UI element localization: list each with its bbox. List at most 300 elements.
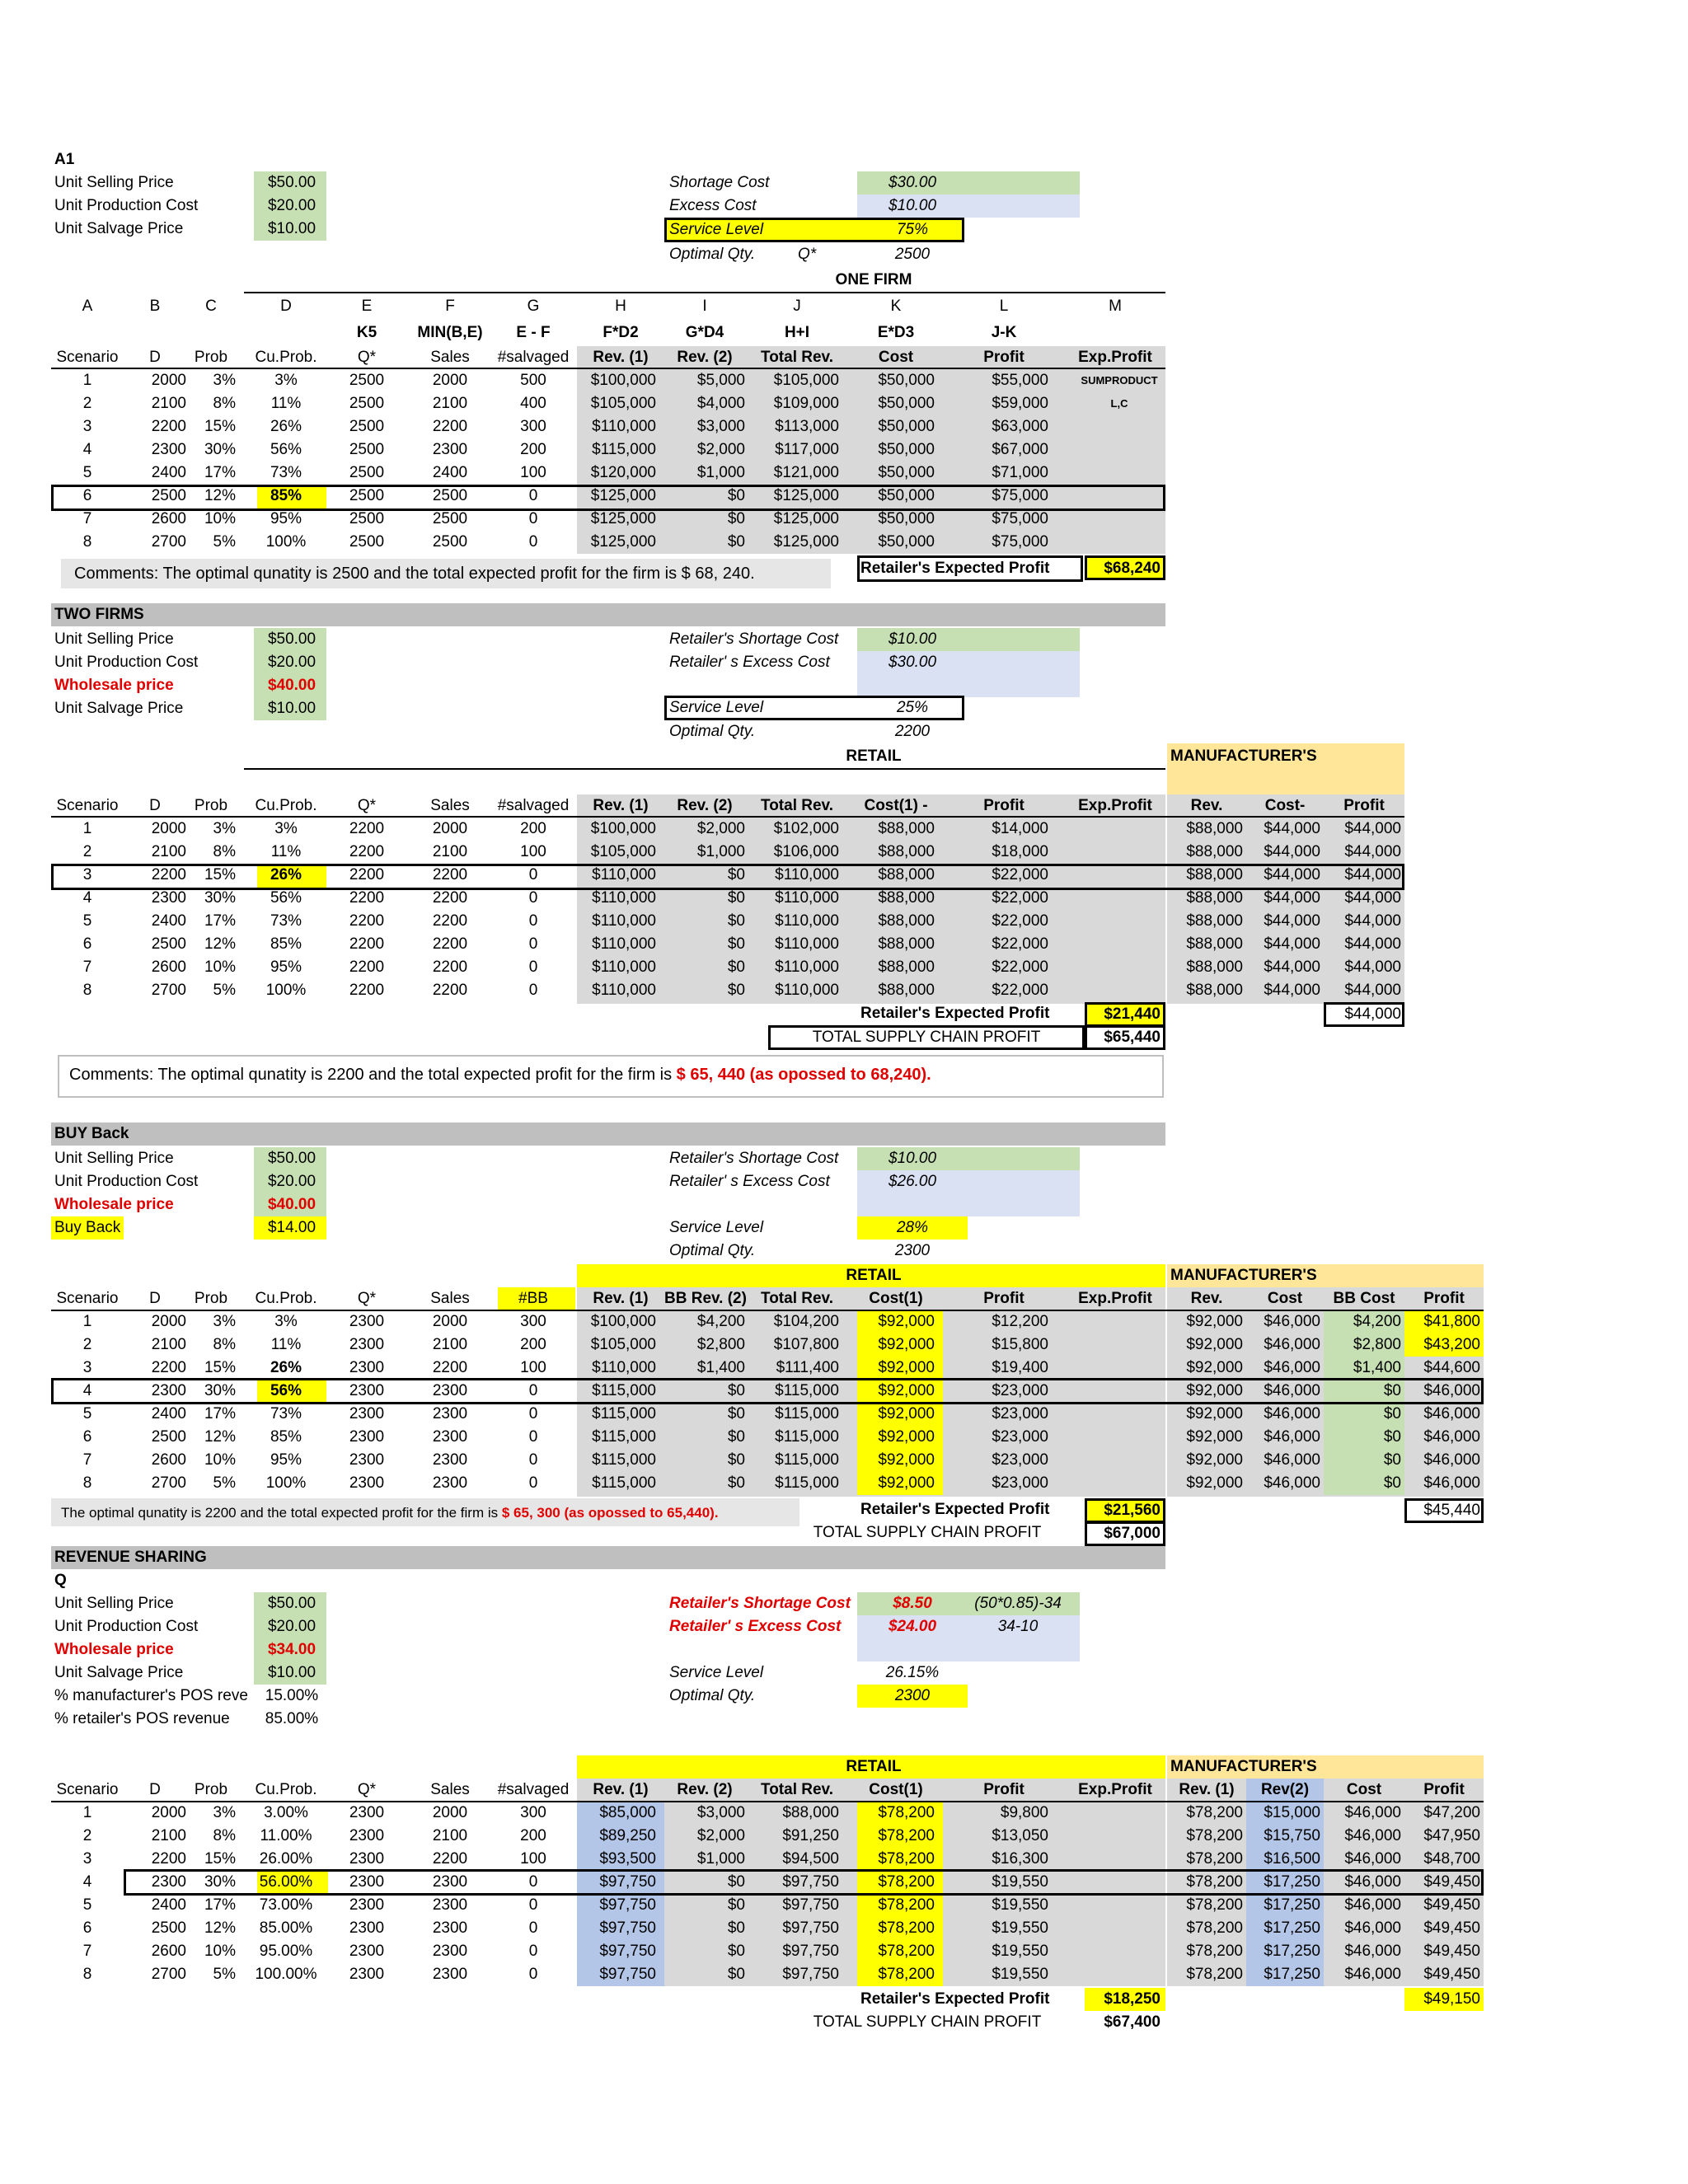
two-comment: [69, 1063, 931, 1086]
a1-cell: $100,000: [590, 372, 656, 389]
two-heading-bar: [51, 603, 1165, 626]
bb-cell: 95%: [270, 1451, 302, 1469]
rs-cell: 2300: [432, 1896, 468, 1914]
a1-optqty-value: 2500: [894, 246, 931, 263]
rs-cell: 2400: [151, 1896, 186, 1914]
bb-cell: $92,000: [878, 1451, 935, 1469]
rs-cell: 0: [528, 1873, 538, 1891]
bb-cell: $12,200: [992, 1313, 1048, 1330]
two-shortage-label: Retailer's Shortage Cost: [669, 630, 839, 648]
a1-section-title: ONE FIRM: [835, 271, 912, 288]
bb-exp-value: $21,560: [1104, 1502, 1160, 1519]
a1-column-formula: G*D4: [685, 324, 724, 341]
bb-cell: $92,000: [1186, 1474, 1243, 1492]
two-cell: 2200: [349, 935, 385, 953]
two-excess-value: $30.00: [888, 654, 937, 671]
a1-column-formula: E - F: [516, 324, 551, 341]
bb-cell: 2300: [432, 1474, 468, 1492]
bb-comment: [61, 1502, 719, 1525]
a1-cell: $125,000: [773, 487, 839, 504]
a1-cell: 400: [520, 395, 546, 412]
two-cell: $88,000: [878, 912, 935, 930]
rs-cell: 2300: [349, 1919, 385, 1937]
two-optqty-label: Optimal Qty.: [669, 723, 756, 740]
a1-cell: 2500: [349, 441, 385, 458]
two-cell: $110,000: [592, 912, 656, 930]
two-cell: 2500: [151, 935, 186, 953]
rs-heading-bar: [51, 1546, 1165, 1569]
bb-cell: $2,800: [1353, 1336, 1401, 1353]
rs-cell: 17%: [204, 1896, 236, 1914]
rs-total-label: TOTAL SUPPLY CHAIN PROFIT: [813, 2013, 1042, 2031]
bb-excess-label: Retailer' s Excess Cost: [669, 1173, 830, 1190]
two-cell: $88,000: [878, 958, 935, 976]
a1-cell: 3: [82, 418, 92, 435]
bb-cell: $46,000: [1264, 1336, 1320, 1353]
bb-cell: 8: [82, 1474, 92, 1492]
two-cell: $88,000: [878, 935, 935, 953]
bb-param-label: Unit Selling Price: [54, 1150, 174, 1167]
two-cell: 2200: [349, 889, 385, 907]
rs-cell: 0: [528, 1919, 538, 1937]
bb-cell: 2300: [349, 1336, 385, 1353]
a1-column-letter: H: [615, 298, 626, 315]
a1-cell: $0: [727, 533, 745, 551]
two-header-cell: Sales: [430, 797, 470, 814]
two-manu-header-cell: Profit: [1343, 797, 1385, 814]
bb-cell: 100%: [265, 1474, 307, 1492]
a1-cell: $110,000: [592, 418, 656, 435]
rs-cell: $0: [727, 1919, 745, 1937]
a1-header-cell: Scenario: [56, 349, 119, 366]
rs-cell: 3.00%: [264, 1804, 308, 1821]
two-manu-title: MANUFACTURER'S: [1170, 748, 1317, 765]
rs-cell: $97,750: [599, 1919, 656, 1937]
bb-header-cell: Cu.Prob.: [255, 1290, 317, 1307]
two-cell: 5: [82, 912, 92, 930]
two-cell: $0: [727, 889, 745, 907]
bb-cell: $19,400: [992, 1359, 1048, 1376]
rs-cell: $19,550: [992, 1919, 1048, 1937]
a1-cell: 2100: [432, 395, 468, 412]
a1-cell: 0: [528, 487, 538, 504]
a1-cell: L,C: [1110, 397, 1128, 410]
two-header-cell: Scenario: [56, 797, 119, 814]
rs-param-value: $10.00: [267, 1664, 316, 1681]
a1-cell: 2500: [432, 487, 468, 504]
rs-cell: $97,750: [599, 1896, 656, 1914]
rs-cell: 2300: [432, 1966, 468, 1983]
bb-header-cell: Profit: [983, 1290, 1025, 1307]
two-cell: $88,000: [878, 820, 935, 837]
rs-cell: $78,200: [1186, 1919, 1243, 1937]
rs-cell: 200: [520, 1827, 546, 1844]
two-cell: 73%: [270, 912, 302, 930]
bb-shortage-value: $10.00: [888, 1150, 937, 1167]
rs-param-label: Unit Salvage Price: [54, 1664, 184, 1681]
bb-cell: 4: [82, 1382, 92, 1399]
a1-cell: 1: [82, 372, 92, 389]
a1-column-letter: G: [527, 298, 540, 315]
bb-cell: 2600: [151, 1451, 186, 1469]
rs-cell: 2200: [151, 1850, 186, 1868]
rs-optimal-row-box: [124, 1869, 1484, 1896]
rs-cell: $0: [727, 1943, 745, 1960]
a1-param-value: $50.00: [267, 174, 316, 191]
two-cell: $44,000: [1264, 866, 1320, 883]
a1-cell: 2500: [349, 395, 385, 412]
bb-cell: $115,000: [592, 1405, 656, 1422]
bb-param-value: $40.00: [267, 1196, 316, 1213]
two-cell: $88,000: [1186, 982, 1243, 999]
bb-header-cell: Q*: [357, 1290, 377, 1307]
a1-cell: 100%: [265, 533, 307, 551]
rs-cell: $9,800: [1000, 1804, 1048, 1821]
rs-excess-label: Retailer' s Excess Cost: [669, 1618, 842, 1635]
bb-cell: $100,000: [590, 1313, 656, 1330]
bb-cell: 12%: [204, 1428, 236, 1446]
two-cell: 6: [82, 935, 92, 953]
bb-cell: $1,400: [1353, 1359, 1401, 1376]
bb-cell: $2,800: [696, 1336, 745, 1353]
rs-cell: 95.00%: [259, 1943, 313, 1960]
two-cell: 0: [528, 866, 538, 883]
two-header-cell: Profit: [983, 797, 1025, 814]
a1-cell: 3%: [213, 372, 236, 389]
bb-cell: $43,200: [1423, 1336, 1480, 1353]
a1-cell: 3%: [274, 372, 298, 389]
rs-total-value: $67,400: [1104, 2013, 1160, 2031]
bb-cell: $0: [1383, 1428, 1401, 1446]
rs-cell: $78,200: [1186, 1943, 1243, 1960]
bb-cell: 2300: [349, 1451, 385, 1469]
two-cell: $22,000: [992, 912, 1048, 930]
bb-param-value: $14.00: [267, 1219, 316, 1236]
rs-cell: 2000: [151, 1804, 186, 1821]
two-cell: $110,000: [592, 889, 656, 907]
bb-cell: $115,000: [592, 1474, 656, 1492]
bb-cell: 7: [82, 1451, 92, 1469]
rs-service-label: Service Level: [669, 1664, 764, 1681]
bb-cell: 30%: [204, 1382, 236, 1399]
rs-cell: $91,250: [782, 1827, 839, 1844]
a1-cell: 2500: [349, 464, 385, 481]
rs-cell: $94,500: [782, 1850, 839, 1868]
a1-cell: 10%: [204, 510, 236, 527]
bb-service-label: Service Level: [669, 1219, 764, 1236]
two-cell: 5%: [213, 982, 236, 999]
two-cell: 3: [82, 866, 92, 883]
a1-cell: 26%: [270, 418, 302, 435]
bb-manu-title: MANUFACTURER'S: [1170, 1267, 1317, 1284]
a1-column-letter: F: [445, 298, 455, 315]
a1-cell: $105,000: [590, 395, 656, 412]
bb-cell: $0: [727, 1474, 745, 1492]
a1-cell: $125,000: [590, 510, 656, 527]
a1-cell: $75,000: [992, 487, 1048, 504]
rs-excess-note: 34-10: [997, 1618, 1039, 1635]
two-cell: 2000: [151, 820, 186, 837]
bb-header-cell: D: [149, 1290, 161, 1307]
a1-cell: $3,000: [696, 418, 745, 435]
two-cell: 2200: [349, 982, 385, 999]
two-cell: 2200: [349, 843, 385, 860]
bb-cell: $92,000: [878, 1428, 935, 1446]
two-comment-text: Comments: The optimal qunatity is 2200 and the total expected profit for the firm is: [69, 1066, 677, 1084]
rs-cell: $78,200: [1186, 1966, 1243, 1983]
two-manu-total: $44,000: [1344, 1005, 1401, 1023]
rs-cell: 73.00%: [259, 1896, 313, 1914]
two-header-cell: D: [149, 797, 161, 814]
bb-cell: $104,200: [773, 1313, 839, 1330]
rs-cell: 2300: [349, 1850, 385, 1868]
bb-cell: 2000: [151, 1313, 186, 1330]
two-param-value: $40.00: [267, 677, 316, 694]
a1-optqty-symbol: Q*: [798, 246, 817, 263]
two-cell: 8%: [213, 843, 236, 860]
bb-cell: $46,000: [1264, 1451, 1320, 1469]
rs-cell: $15,750: [1264, 1827, 1320, 1844]
two-cell: $88,000: [878, 866, 935, 883]
two-header-cell: Prob: [194, 797, 228, 814]
bb-cell: $1,400: [696, 1359, 745, 1376]
bb-cell: $23,000: [992, 1382, 1048, 1399]
bb-cell: $115,000: [775, 1428, 839, 1446]
rs-cell: $97,750: [782, 1943, 839, 1960]
bb-manu-header-cell: BB Cost: [1333, 1290, 1395, 1307]
two-cell: $44,000: [1344, 958, 1401, 976]
a1-cell: 2700: [151, 533, 186, 551]
two-cell: 12%: [204, 935, 236, 953]
bb-cell: $92,000: [878, 1359, 935, 1376]
rs-cell: $46,000: [1344, 1804, 1401, 1821]
rs-cell: 5%: [213, 1966, 236, 1983]
a1-cell: 2000: [151, 372, 186, 389]
rs-cell: $17,250: [1264, 1966, 1320, 1983]
rs-param-value: 85.00%: [265, 1710, 319, 1727]
two-cell: $106,000: [773, 843, 839, 860]
bb-cell: $46,000: [1423, 1451, 1480, 1469]
a1-cell: 2600: [151, 510, 186, 527]
a1-cell: $5,000: [696, 372, 745, 389]
rs-cell: 8: [82, 1966, 92, 1983]
a1-header-cell: Cost: [878, 349, 914, 366]
bb-cell: 0: [528, 1451, 538, 1469]
bb-cell: 100: [520, 1359, 546, 1376]
two-cell: $22,000: [992, 982, 1048, 999]
a1-cell: 500: [520, 372, 546, 389]
bb-manu-header-cell: Profit: [1423, 1290, 1465, 1307]
a1-cell: 95%: [270, 510, 302, 527]
two-cell: 2200: [432, 935, 468, 953]
bb-cell: $23,000: [992, 1428, 1048, 1446]
two-cell: $88,000: [1186, 935, 1243, 953]
rs-service-value: 26.15%: [885, 1664, 940, 1681]
a1-column-letter: C: [205, 298, 217, 315]
a1-cell: $125,000: [590, 533, 656, 551]
a1-column-formula: MIN(B,E): [417, 324, 483, 341]
two-header-cell: Rev. (2): [677, 797, 733, 814]
two-header-cell: Cu.Prob.: [255, 797, 317, 814]
a1-column-formula: J-K: [991, 324, 1017, 341]
rs-cell: 300: [520, 1804, 546, 1821]
a1-cell: 300: [520, 418, 546, 435]
two-cell: $88,000: [1186, 912, 1243, 930]
rs-cell: $49,450: [1423, 1943, 1480, 1960]
two-cell: 2700: [151, 982, 186, 999]
rs-cell: 2300: [349, 1804, 385, 1821]
rs-optqty-label: Optimal Qty.: [669, 1687, 756, 1704]
bb-cell: 2300: [151, 1382, 186, 1399]
bb-service-value: 28%: [896, 1219, 929, 1236]
bb-cell: $115,000: [592, 1451, 656, 1469]
rs-header-cell: Rev. (2): [677, 1781, 733, 1798]
bb-header-cell: Exp.Profit: [1078, 1290, 1152, 1307]
two-cell: 2100: [432, 843, 468, 860]
bb-cell: 5: [82, 1405, 92, 1422]
rs-shortage-label: Retailer's Shortage Cost: [669, 1595, 851, 1612]
a1-exp-label: Retailer's Expected Profit: [860, 560, 1050, 577]
two-cell: 30%: [204, 889, 236, 907]
two-cell: 95%: [270, 958, 302, 976]
rs-cell: $48,700: [1423, 1850, 1480, 1868]
bb-cell: 17%: [204, 1405, 236, 1422]
two-cell: 26%: [270, 866, 302, 883]
bb-cell: $23,000: [992, 1405, 1048, 1422]
rs-cell: $47,200: [1423, 1804, 1480, 1821]
bb-cell: 2300: [432, 1382, 468, 1399]
rs-cell: 2100: [432, 1827, 468, 1844]
rs-cell: $78,200: [1186, 1896, 1243, 1914]
two-cell: 15%: [204, 866, 236, 883]
bb-cell: 2000: [432, 1313, 468, 1330]
rs-cell: $17,250: [1264, 1873, 1320, 1891]
a1-optimal-row-box: [51, 485, 1165, 511]
rs-param-label: Unit Selling Price: [54, 1595, 174, 1612]
rs-cell: $47,950: [1423, 1827, 1480, 1844]
two-heading: TWO FIRMS: [54, 606, 144, 623]
bb-cell: 3: [82, 1359, 92, 1376]
bb-cell: 85%: [270, 1428, 302, 1446]
rs-cell: $0: [727, 1873, 745, 1891]
bb-cell: $0: [1383, 1382, 1401, 1399]
two-cell: 2200: [349, 958, 385, 976]
bb-heading: BUY Back: [54, 1125, 129, 1142]
bb-cell: 3%: [274, 1313, 298, 1330]
two-cell: 0: [528, 912, 538, 930]
two-service-label: Service Level: [669, 699, 764, 716]
bb-cell: $0: [1383, 1451, 1401, 1469]
rs-cell: 10%: [204, 1943, 236, 1960]
rs-manu-header-cell: Profit: [1423, 1781, 1465, 1798]
rs-cell: 0: [528, 1943, 538, 1960]
rs-cell: $16,300: [992, 1850, 1048, 1868]
bb-cell: $23,000: [992, 1451, 1048, 1469]
two-cell: $44,000: [1344, 889, 1401, 907]
a1-cell: $67,000: [992, 441, 1048, 458]
a1-header-cell: Sales: [430, 349, 470, 366]
bb-cell: 56%: [270, 1382, 302, 1399]
a1-cell: $50,000: [878, 441, 935, 458]
two-exp-value: $21,440: [1104, 1005, 1160, 1023]
rs-cell: $17,250: [1264, 1919, 1320, 1937]
two-cell: 0: [528, 935, 538, 953]
a1-header-cell: Exp.Profit: [1078, 349, 1152, 366]
two-cell: $44,000: [1264, 912, 1320, 930]
two-cell: $22,000: [992, 866, 1048, 883]
two-cell: $88,000: [1186, 866, 1243, 883]
two-cell: $44,000: [1264, 935, 1320, 953]
bb-cell: $46,000: [1264, 1428, 1320, 1446]
rs-cell: $46,000: [1344, 1943, 1401, 1960]
two-cell: 0: [528, 982, 538, 999]
rs-param-label: Unit Production Cost: [54, 1618, 199, 1635]
two-total-label: TOTAL SUPPLY CHAIN PROFIT: [812, 1029, 1041, 1046]
rs-cell: $89,250: [599, 1827, 656, 1844]
bb-cell: $46,000: [1264, 1474, 1320, 1492]
a1-cell: 85%: [270, 487, 302, 504]
rs-cell: $49,450: [1423, 1873, 1480, 1891]
a1-cell: $113,000: [775, 418, 839, 435]
two-cell: $88,000: [878, 889, 935, 907]
a1-excess-label: Excess Cost: [669, 197, 757, 214]
bb-header-cell: #BB: [518, 1290, 548, 1307]
two-header-cell: Total Rev.: [761, 797, 833, 814]
a1-param-label: Unit Selling Price: [54, 174, 174, 191]
rs-header-cell: Q*: [357, 1781, 377, 1798]
a1-cell: $125,000: [590, 487, 656, 504]
two-cell: $44,000: [1344, 843, 1401, 860]
two-cell: $88,000: [1186, 958, 1243, 976]
rs-cell: $19,550: [992, 1896, 1048, 1914]
two-manu-header-cell: Cost-: [1264, 797, 1306, 814]
rs-header-cell: Total Rev.: [761, 1781, 833, 1798]
a1-header-cell: Total Rev.: [761, 349, 833, 366]
bb-cell: $110,000: [592, 1359, 656, 1376]
two-service-value: 25%: [896, 699, 929, 716]
two-cell: 11%: [270, 843, 302, 860]
two-cell: $102,000: [773, 820, 839, 837]
bb-cell: $41,800: [1423, 1313, 1480, 1330]
a1-cell: 2500: [151, 487, 186, 504]
two-cell: $0: [727, 866, 745, 883]
bb-total-label: TOTAL SUPPLY CHAIN PROFIT: [813, 1524, 1042, 1541]
bb-cell: $115,000: [775, 1405, 839, 1422]
a1-cell: 17%: [204, 464, 236, 481]
bb-cell: $115,000: [775, 1474, 839, 1492]
rs-cell: 2300: [349, 1966, 385, 1983]
bb-cell: 2300: [432, 1428, 468, 1446]
a1-header-cell: #salvaged: [497, 349, 570, 366]
rs-cell: 8%: [213, 1827, 236, 1844]
bb-cell: $46,000: [1264, 1359, 1320, 1376]
rs-cell: 7: [82, 1943, 92, 1960]
a1-service-label: Service Level: [669, 221, 764, 238]
rs-cell: $78,200: [878, 1919, 935, 1937]
a1-header-cell: Q*: [357, 349, 377, 366]
a1-cell: SUMPRODUCT: [1081, 374, 1158, 387]
two-param-value: $20.00: [267, 654, 316, 671]
bb-cell: 2300: [349, 1382, 385, 1399]
rs-manu-header-cell: Rev(2): [1260, 1781, 1310, 1798]
two-cell: $110,000: [775, 958, 839, 976]
bb-cell: $46,000: [1423, 1405, 1480, 1422]
a1-column-letter: J: [793, 298, 801, 315]
rs-cell: $78,200: [878, 1943, 935, 1960]
bb-total-value: $67,000: [1104, 1525, 1160, 1542]
two-cell: 17%: [204, 912, 236, 930]
a1-cell: 6: [82, 487, 92, 504]
